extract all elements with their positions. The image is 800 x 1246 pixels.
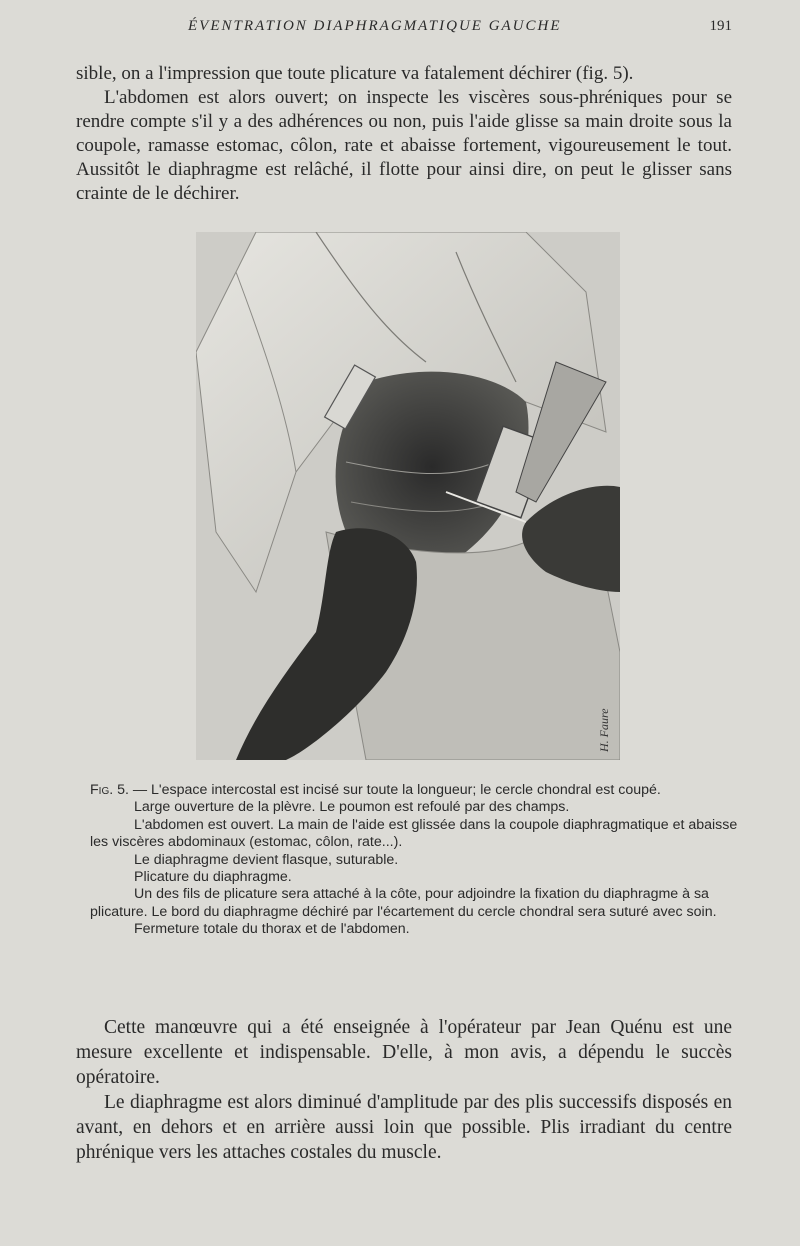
caption-line: L'abdomen est ouvert. La main de l'aide est glissée dans la coupole diaphragmatique et abaisse les viscères abdominaux (estomac, côlon, rate...). [90,816,738,851]
running-header [80,18,740,42]
page-number: 191 [709,18,732,34]
surgical-illustration [196,232,620,760]
paragraph: Cette manœuvre qui a été enseignée à l'opérateur par Jean Quénu est une mesure excellente et indispensable. D'elle, à mon avis, a dépendu le succès opératoire. [76,1017,732,1088]
running-title: ÉVENTRATION DIAPHRAGMATIQUE GAUCHE [188,18,562,34]
figure-caption [90,782,740,939]
top-text-block [76,62,732,206]
caption-line: Large ouverture de la plèvre. Le poumon est refoulé par des champs. [134,799,570,816]
caption-line: Fermeture totale du thorax et de l'abdomen. [134,921,410,938]
caption-first-text: — L'espace intercostal est incisé sur toute la longueur; le cercle chondral est coupé. [128,782,661,798]
caption-line: Le diaphragme devient flasque, suturable. [134,851,399,868]
paragraph: sible, on a l'impression que toute plicature va fatalement déchirer (fig. 5). [76,63,634,84]
artist-signature: H. Faure [597,708,611,752]
caption-line: Un des fils de plicature sera attaché à la côte, pour adjoindre la fixation du diaphragme à sa plicature. Le bord du diaphragme déchiré par l'écartement du cercle chondral sera suturé avec soin. [90,886,717,920]
bottom-text-block [76,1015,732,1165]
figure-label: Fig. 5. [90,782,129,798]
caption-line: Plicature du diaphragme. [134,869,292,886]
paragraph: Le diaphragme est alors diminué d'amplitude par des plis successifs disposés en avant, en dehors et en arrière aussi loin que possible. Plis irradiant du centre phrénique vers les attaches costales du muscle. [76,1092,732,1163]
illustration-drawing [196,232,620,760]
paragraph: L'abdomen est alors ouvert; on inspecte les viscères sous-phréniques pour se rendre compte s'il y a des adhérences ou non, puis l'aide glisse sa main droite sous la coupole, ramasse estomac, côlon, rate et abaisse fortement, vigoureusement le tout. Aussitôt le diaphragme est relâché, il flotte pour ainsi dire, on peut le glisser sans crainte de le déchirer. [76,87,732,204]
caption-first-line [90,782,740,799]
